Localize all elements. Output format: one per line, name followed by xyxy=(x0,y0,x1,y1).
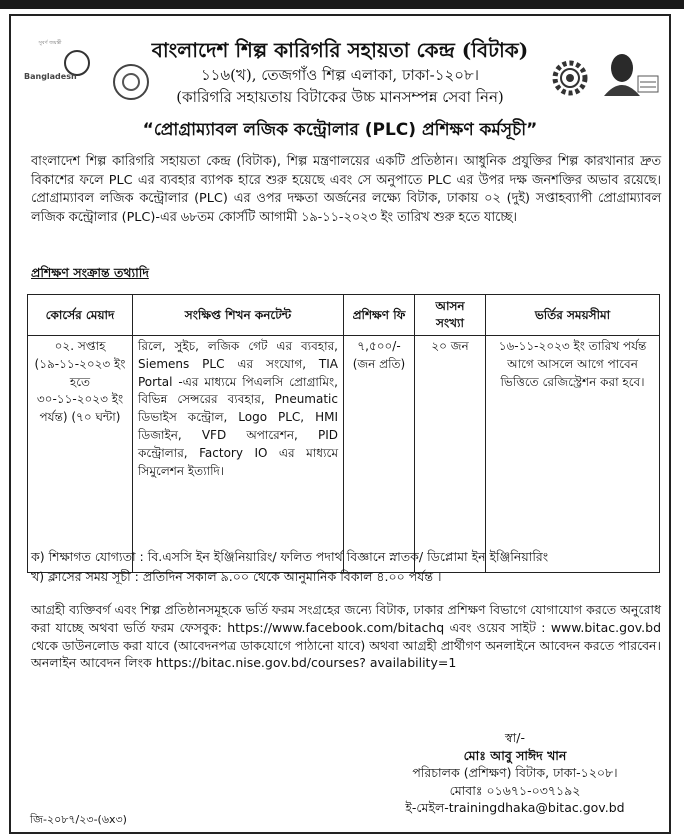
cell-duration: ০২. সপ্তাহ (১৯-১১-২০২৩ ইং হতে ৩০-১১-২০২৩ ইং পর্যন্ত) (৭০ ঘন্টা) xyxy=(28,336,133,573)
signatory-email: ই-মেইল-trainingdhaka@bitac.gov.bd xyxy=(405,800,625,815)
header-deadline: ভর্তির সময়সীমা xyxy=(486,295,660,336)
header-content: সংক্ষিপ্ত শিখন কনটেন্ট xyxy=(133,295,344,336)
signatory-designation: পরিচালক (প্রশিক্ষণ) বিটাক, ঢাকা-১২০৮। xyxy=(412,765,618,780)
portrait-emblem-icon xyxy=(598,46,660,96)
cell-deadline: ১৬-১১-২০২৩ ইং তারিখ পর্যন্ত আগে আসলে আগে পাবেন ভিত্তিতে রেজিস্ট্রেশন করা হবে। xyxy=(486,336,660,573)
logo-small-text: সুবর্ণ জয়ন্তী xyxy=(38,40,62,46)
cell-seats: ২০ জন xyxy=(415,336,486,573)
cell-content: রিলে, সুইচ, লজিক গেট এর ব্যবহার, Siemens PLC এর সংযোগ, TIA Portal -এর মাধ্যমে পিএলসি প্রোগ্রামিং, বিভিন্ন সেন্সরের ব্যবহার, Pneumatic ডিভাইস কন্ট্রোল, Logo PLC, HMI ডিজাইন, VFD অপারেশন, PID কন্ট্রোলার, Factory IO এর মাধ্যমে সিমুলেশন ইত্যাদি। xyxy=(133,336,344,573)
header-seats: আসন সংখ্যা xyxy=(415,295,486,336)
intro-paragraph: বাংলাদেশ শিল্প কারিগরি সহায়তা কেন্দ্র (বিটাক), শিল্প মন্ত্রণালয়ের একটি প্রতিষ্ঠান। আধুনিক প্রযুক্তির শিল্প কারখানার দ্রুত বিকাশের ফলে PLC এর ব্যবহার ব্যাপক হারে শুরু হয়েছে এবং সে অনুপাতে PLC এর উপর দক্ষ জনশক্তির অভাব রয়েছে। প্রোগ্রাম্যাবল লজিক কন্ট্রোলার (PLC) এর ওপর দক্ষতা অর্জনের লক্ষ্যে বিটাক, ঢাকায় ০২ (দুই) সপ্তাহব্যাপী প্রোগ্রাম্যাবল লজিক কন্ট্রোলার (PLC)-এর ৬৮তম কোর্সটি আগামী ১৯-১১-২০২৩ ইং তারিখ শুরু হতে যাচ্ছে। xyxy=(31,154,661,225)
schedule-line: খ) ক্লাসের সময় সূচী : প্রতিদিন সকাল ৯.০০ থেকে আনুমানিক বিকাল ৪.০০ পর্যন্ত । xyxy=(31,569,442,584)
reference-code: জি-২০৮৭/২৩-(৬x৩) xyxy=(30,813,127,826)
qualification-line: ক) শিক্ষাগত যোগ্যতা : বি.এসসি ইন ইঞ্জিনিয়ারিং/ ফলিত পদার্থ বিজ্ঞানে স্নাতক/ ডিপ্লোমা ইন ইঞ্জিনিয়ারিং xyxy=(31,549,549,564)
top-border-bar xyxy=(0,0,684,9)
signature-block xyxy=(380,729,650,817)
table-row xyxy=(28,336,660,573)
signatory-name: মোঃ আবু সাঈদ খান xyxy=(463,747,567,763)
organization-slogan: (কারিগরি সহায়তায় বিটাকের উচ্চ মানসম্পন্ন সেবা নিন) xyxy=(176,88,504,106)
organization-address: ১১৬(খ), তেজগাঁও শিল্প এলাকা, ঢাকা-১২০৮। xyxy=(200,66,480,84)
header-duration: কোর্সের মেয়াদ xyxy=(28,295,133,336)
requirements-block xyxy=(31,547,548,587)
logo-caption: Bangladesh xyxy=(24,72,77,81)
golden-jubilee-logo xyxy=(22,32,96,88)
signature-sd: স্বা/- xyxy=(505,730,525,745)
section-heading: প্রশিক্ষণ সংক্রান্ত তথ্যাদি xyxy=(31,265,149,280)
program-title: “প্রোগ্রাম্যাবল লজিক কন্ট্রোলার (PLC) প্রশিক্ষণ কর্মসূচী” xyxy=(142,120,538,140)
bitac-gear-logo-icon xyxy=(550,58,590,98)
organization-title: বাংলাদেশ শিল্প কারিগরি সহায়তা কেন্দ্র (বিটাক) xyxy=(151,38,529,62)
header-fee: প্রশিক্ষণ ফি xyxy=(344,295,415,336)
cell-fee: ৭,৫০০/- (জন প্রতি) xyxy=(344,336,415,573)
signatory-mobile: মোবাঃ ০১৬৭১-০৩৭১৯২ xyxy=(449,782,581,798)
table-header-row xyxy=(28,295,660,336)
training-info-table xyxy=(27,294,660,573)
contact-paragraph: আগ্রহী ব্যক্তিবর্গ এবং শিল্প প্রতিষ্ঠানসমূহকে ভর্তি ফরম সংগ্রহের জন্যে বিটাক, ঢাকার প্রশিক্ষণ বিভাগে যোগাযোগ করতে অনুরোধ করা যাচ্ছে অথবা ভর্তি ফরম ফেসবুক: https://www.facebook.com/bitachq এবং ওয়েব সাইট : www.bitac.gov.bd থেকে ডাউনলোড করা যাবে (আবেদনপত্র ডাকযোগে পাঠানো যাবে) অথবা আগ্রহী প্রার্থীগণ অনলাইনে আবেদন করতে পারবেন। অনলাইন আবেদন লিংক https://bitac.nise.gov.bd/courses? availability=1 xyxy=(31,602,661,671)
